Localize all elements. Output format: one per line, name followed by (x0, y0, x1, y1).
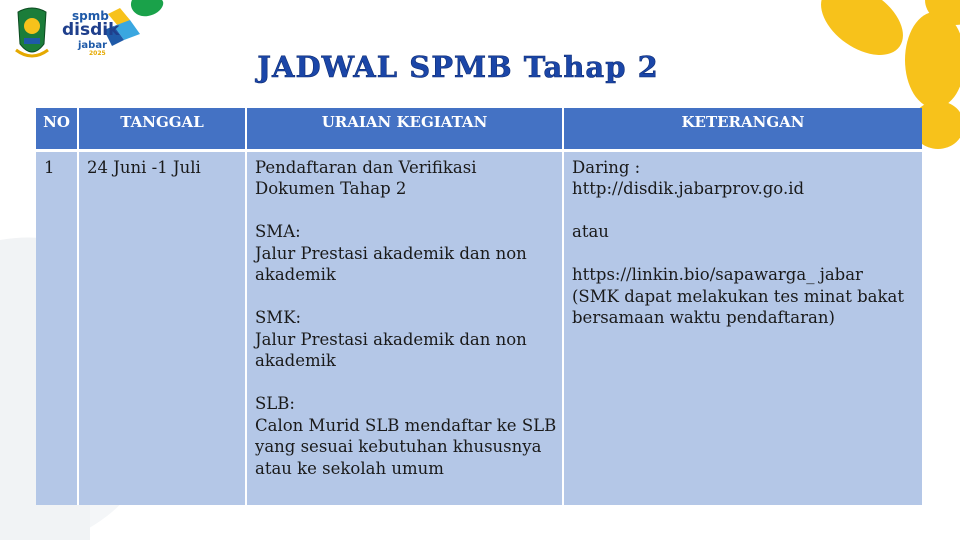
spacer (572, 243, 918, 265)
cell-tanggal: 24 Juni -1 Juli (78, 150, 246, 505)
table-header-row (36, 108, 922, 150)
logo-year-text: 2025 (89, 50, 106, 57)
logo-jabar-text: jabar (78, 40, 108, 51)
header-uraian-kegiatan: URAIAN KEGIATAN (246, 108, 563, 150)
sma-text: Jalur Prestasi akademik dan non akademik (255, 243, 527, 284)
uraian-main-text: Pendaftaran dan Verifikasi Dokumen Tahap 2 (255, 157, 477, 198)
spacer (255, 286, 558, 308)
header-tanggal: TANGGAL (78, 108, 246, 150)
spacer (255, 372, 558, 394)
disdik-link[interactable]: http://disdik.jabarprov.go.id (572, 179, 805, 198)
table-row (36, 150, 922, 505)
schedule-table (36, 108, 922, 505)
header-no: NO (36, 108, 78, 150)
header-keterangan: KETERANGAN (563, 108, 922, 150)
cell-keterangan (563, 150, 922, 505)
page-title: JADWAL SPMB Tahap 2 (257, 50, 659, 84)
smk-label: SMK: (255, 308, 302, 327)
sma-label: SMA: (255, 222, 301, 241)
smk-note: (SMK dapat melakukan tes minat bakat bersamaan waktu pendaftaran) (572, 286, 904, 327)
logo-spmb-text: spmb (72, 9, 109, 23)
smk-text: Jalur Prestasi akademik dan non akademik (255, 329, 527, 370)
sapawarga-link[interactable]: https://linkin.bio/sapawarga_ jabar (572, 265, 863, 284)
cell-uraian-kegiatan (246, 150, 563, 505)
slb-text: Calon Murid SLB mendaftar ke SLB yang sesuai kebutuhan khususnya atau ke sekolah umum (255, 415, 557, 478)
spacer (572, 200, 918, 222)
logo-disdik-text: disdik (62, 20, 120, 40)
spacer (255, 200, 558, 222)
daring-label: Daring : (572, 157, 641, 177)
slb-label: SLB: (255, 394, 295, 413)
jabar-emblem-icon (16, 8, 48, 56)
atau-text: atau (572, 222, 609, 241)
cell-no: 1 (36, 150, 78, 505)
